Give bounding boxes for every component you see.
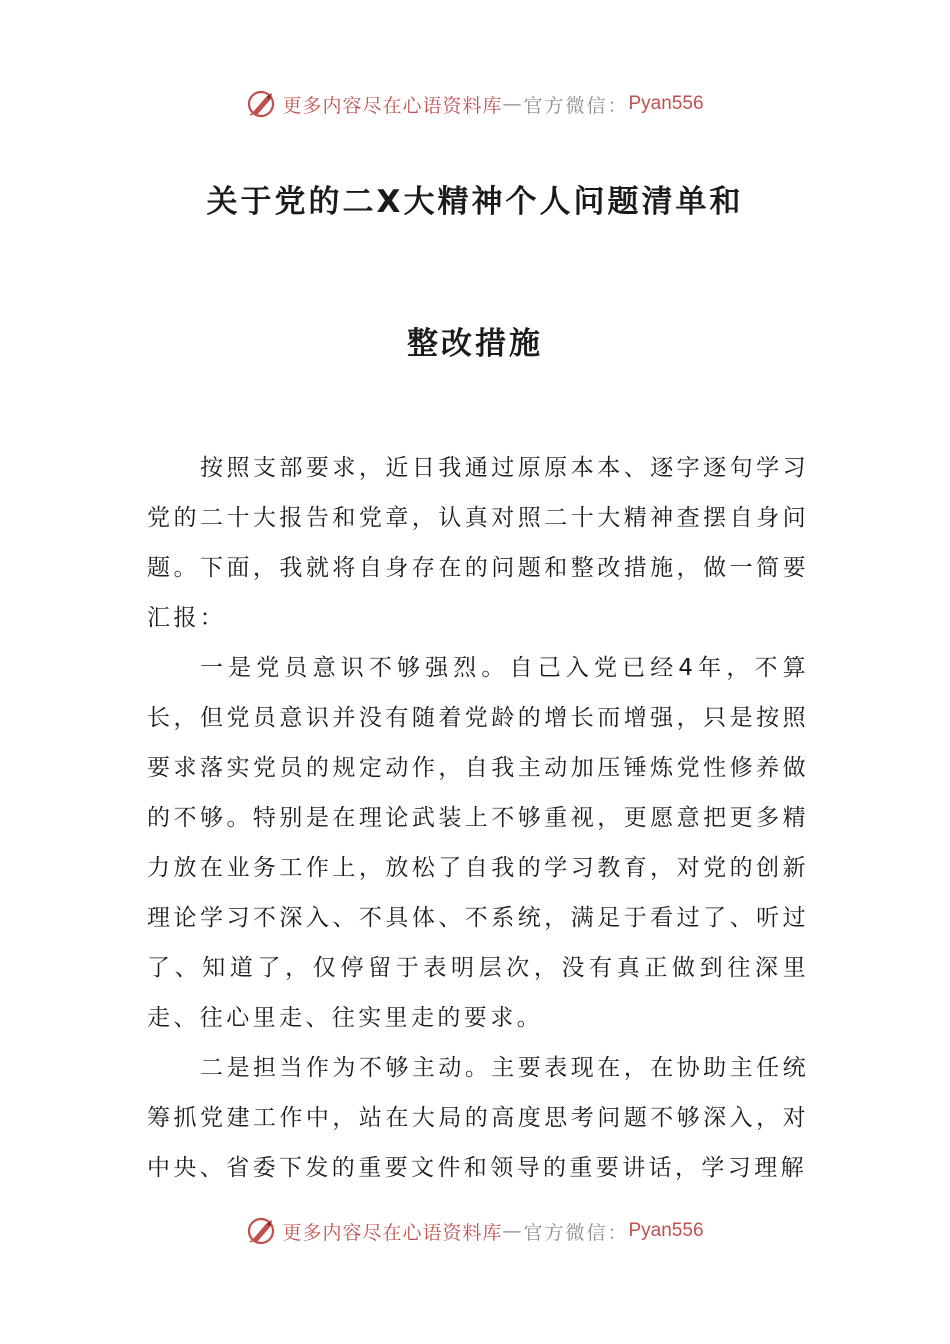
header-watermark — [0, 84, 950, 124]
body-paragraph-intro: 按照支部要求，近日我通过原原本本、逐字逐句学习党的二十大报告和党章，认真对照二十大精神查摆自身问题。下面，我就将自身存在的问题和整改措施，做一简要汇报： — [147, 455, 809, 631]
document-title-line-1: 关于党的二X大精神个人问题清单和 — [206, 184, 744, 220]
body-paragraph-issue-1: 一是党员意识不够强烈。自己入党已经4年，不算长，但党员意识并没有随着党龄的增长而增强，只是按照要求落实党员的规定动作，自我主动加压锤炼党性修养做的不够。特别是在理论武装上不够重视，更愿意把更多精力放在业务工作上，放松了自我的学习教育，对党的创新理论学习不深入、不具体、不系统，满足于看过了、听过了、知道了，仅停留于表明层次，没有真正做到往深里走、往心里走、往实里走的要求。 — [147, 655, 809, 1031]
document-body — [147, 443, 809, 1193]
pen-nib-logo-icon — [246, 1216, 276, 1246]
body-paragraph-issue-2: 二是担当作为不够主动。主要表现在，在协助主任统筹抓党建工作中，站在大局的高度思考问题不够深入，对中央、省委下发的重要文件和领导的重要讲话，学习理解 — [147, 1055, 809, 1181]
document-title-line-2: 整改措施 — [407, 326, 543, 362]
watermark-official-label: 官方微信： — [523, 94, 629, 117]
watermark-dash: — — [502, 1220, 524, 1242]
watermark-dash: — — [502, 93, 524, 115]
watermark-wechat-id: Pyan556 — [628, 93, 704, 114]
watermark-official-label: 官方微信： — [523, 1221, 629, 1244]
footer-watermark — [0, 1211, 950, 1251]
pen-nib-logo-icon — [246, 89, 276, 119]
watermark-site-name: 更多内容尽在心语资料库 — [282, 94, 503, 117]
watermark-site-name: 更多内容尽在心语资料库 — [282, 1221, 503, 1244]
watermark-wechat-id: Pyan556 — [628, 1220, 704, 1241]
